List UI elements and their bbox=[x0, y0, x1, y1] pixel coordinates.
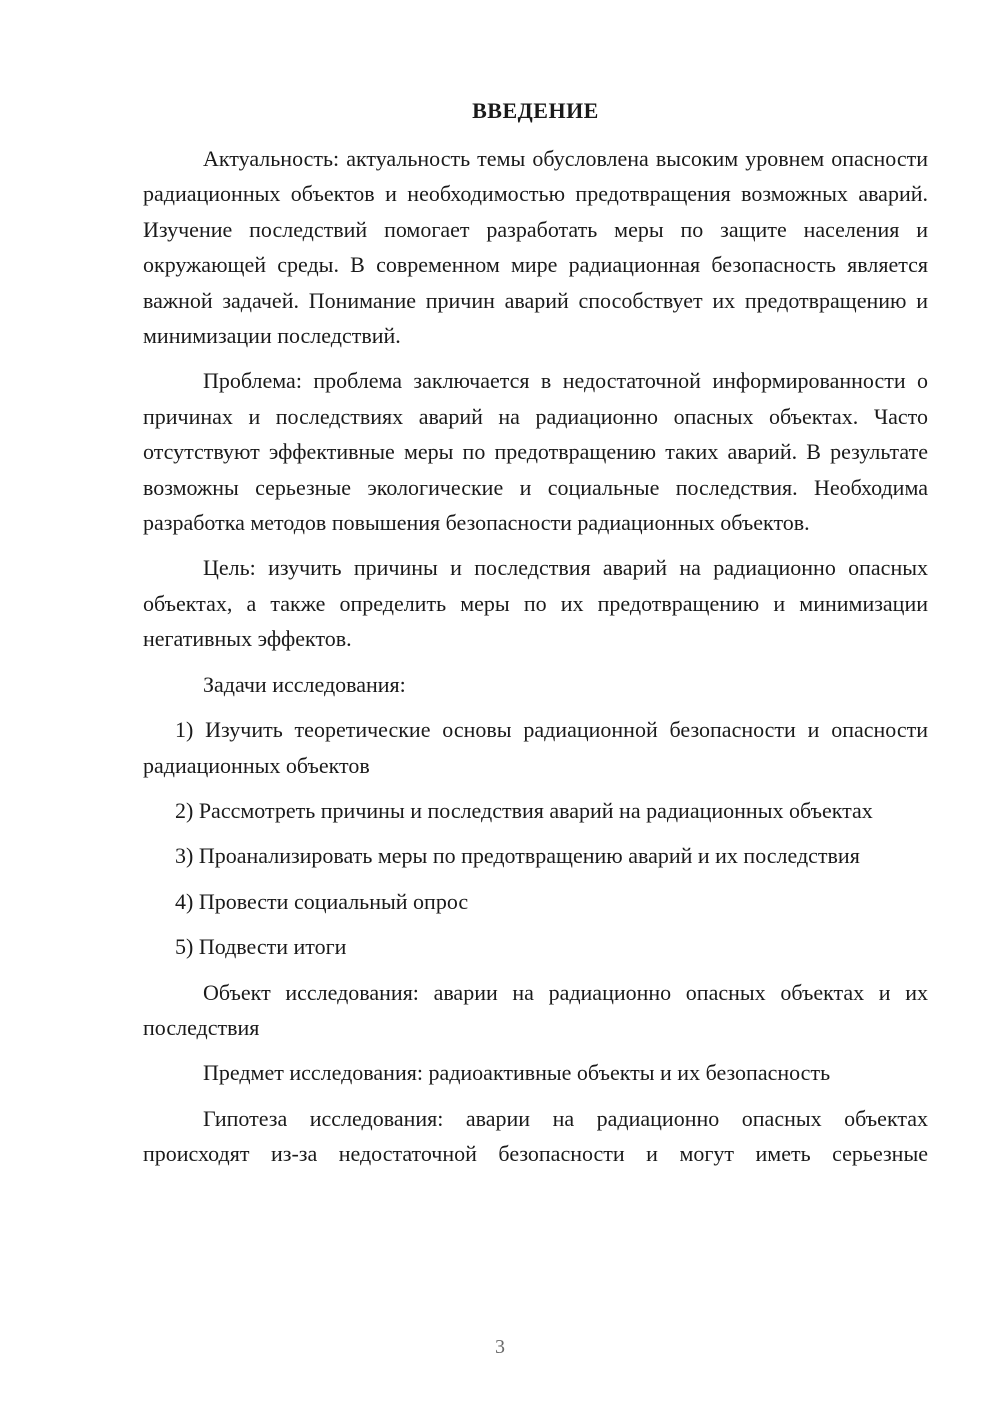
paragraph-problem: Проблема: проблема заключается в недостаточной информированности о причинах и последствиях аварий на радиационно опасных объектах. Часто отсутствуют эффективные меры по предотвращению таких аварий. В результате возможны серьезные экологические и социальные последствия. Необходима разработка методов повышения безопасности радиационных объектов. bbox=[143, 368, 928, 536]
task-item: 4) Провести социальный опрос bbox=[175, 888, 469, 914]
task-item: 5) Подвести итоги bbox=[175, 934, 347, 960]
paragraph-subject: Предмет исследования: радиоактивные объекты и их безопасность bbox=[203, 1060, 831, 1086]
paragraph-object: Объект исследования: аварии на радиационно опасных объектах и их последствия bbox=[143, 979, 928, 1040]
task-item: 3) Проанализировать меры по предотвращению аварий и их последствия bbox=[175, 843, 860, 869]
tasks-heading: Задачи исследования: bbox=[203, 671, 406, 697]
paragraph-relevance: Актуальность: актуальность темы обусловлена высоким уровнем опасности радиационных объектов и необходимостью предотвращения возможных аварий. Изучение последствий помогает разработать меры по защите населения и окружающей среды. В современном мире радиационная безопасность является важной задачей. Понимание причин аварий способствует их предотвращению и минимизации последствий. bbox=[143, 146, 928, 349]
task-item: 2) Рассмотреть причины и последствия аварий на радиационных объектах bbox=[175, 797, 873, 823]
section-title: ВВЕДЕНИЕ bbox=[472, 98, 599, 123]
document-body bbox=[143, 141, 928, 1182]
paragraph-goal: Цель: изучить причины и последствия аварий на радиационно опасных объектах, а также определить меры по их предотвращению и минимизации негативных эффектов. bbox=[143, 555, 928, 652]
paragraph-hypothesis: Гипотеза исследования: аварии на радиационно опасных объектах происходят из-за недостаточной безопасности и могут иметь серьезные bbox=[143, 1105, 928, 1167]
page-number: 3 bbox=[495, 1336, 505, 1358]
task-item: 1) Изучить теоретические основы радиационной безопасности и опасности радиационных объектов bbox=[143, 717, 928, 778]
